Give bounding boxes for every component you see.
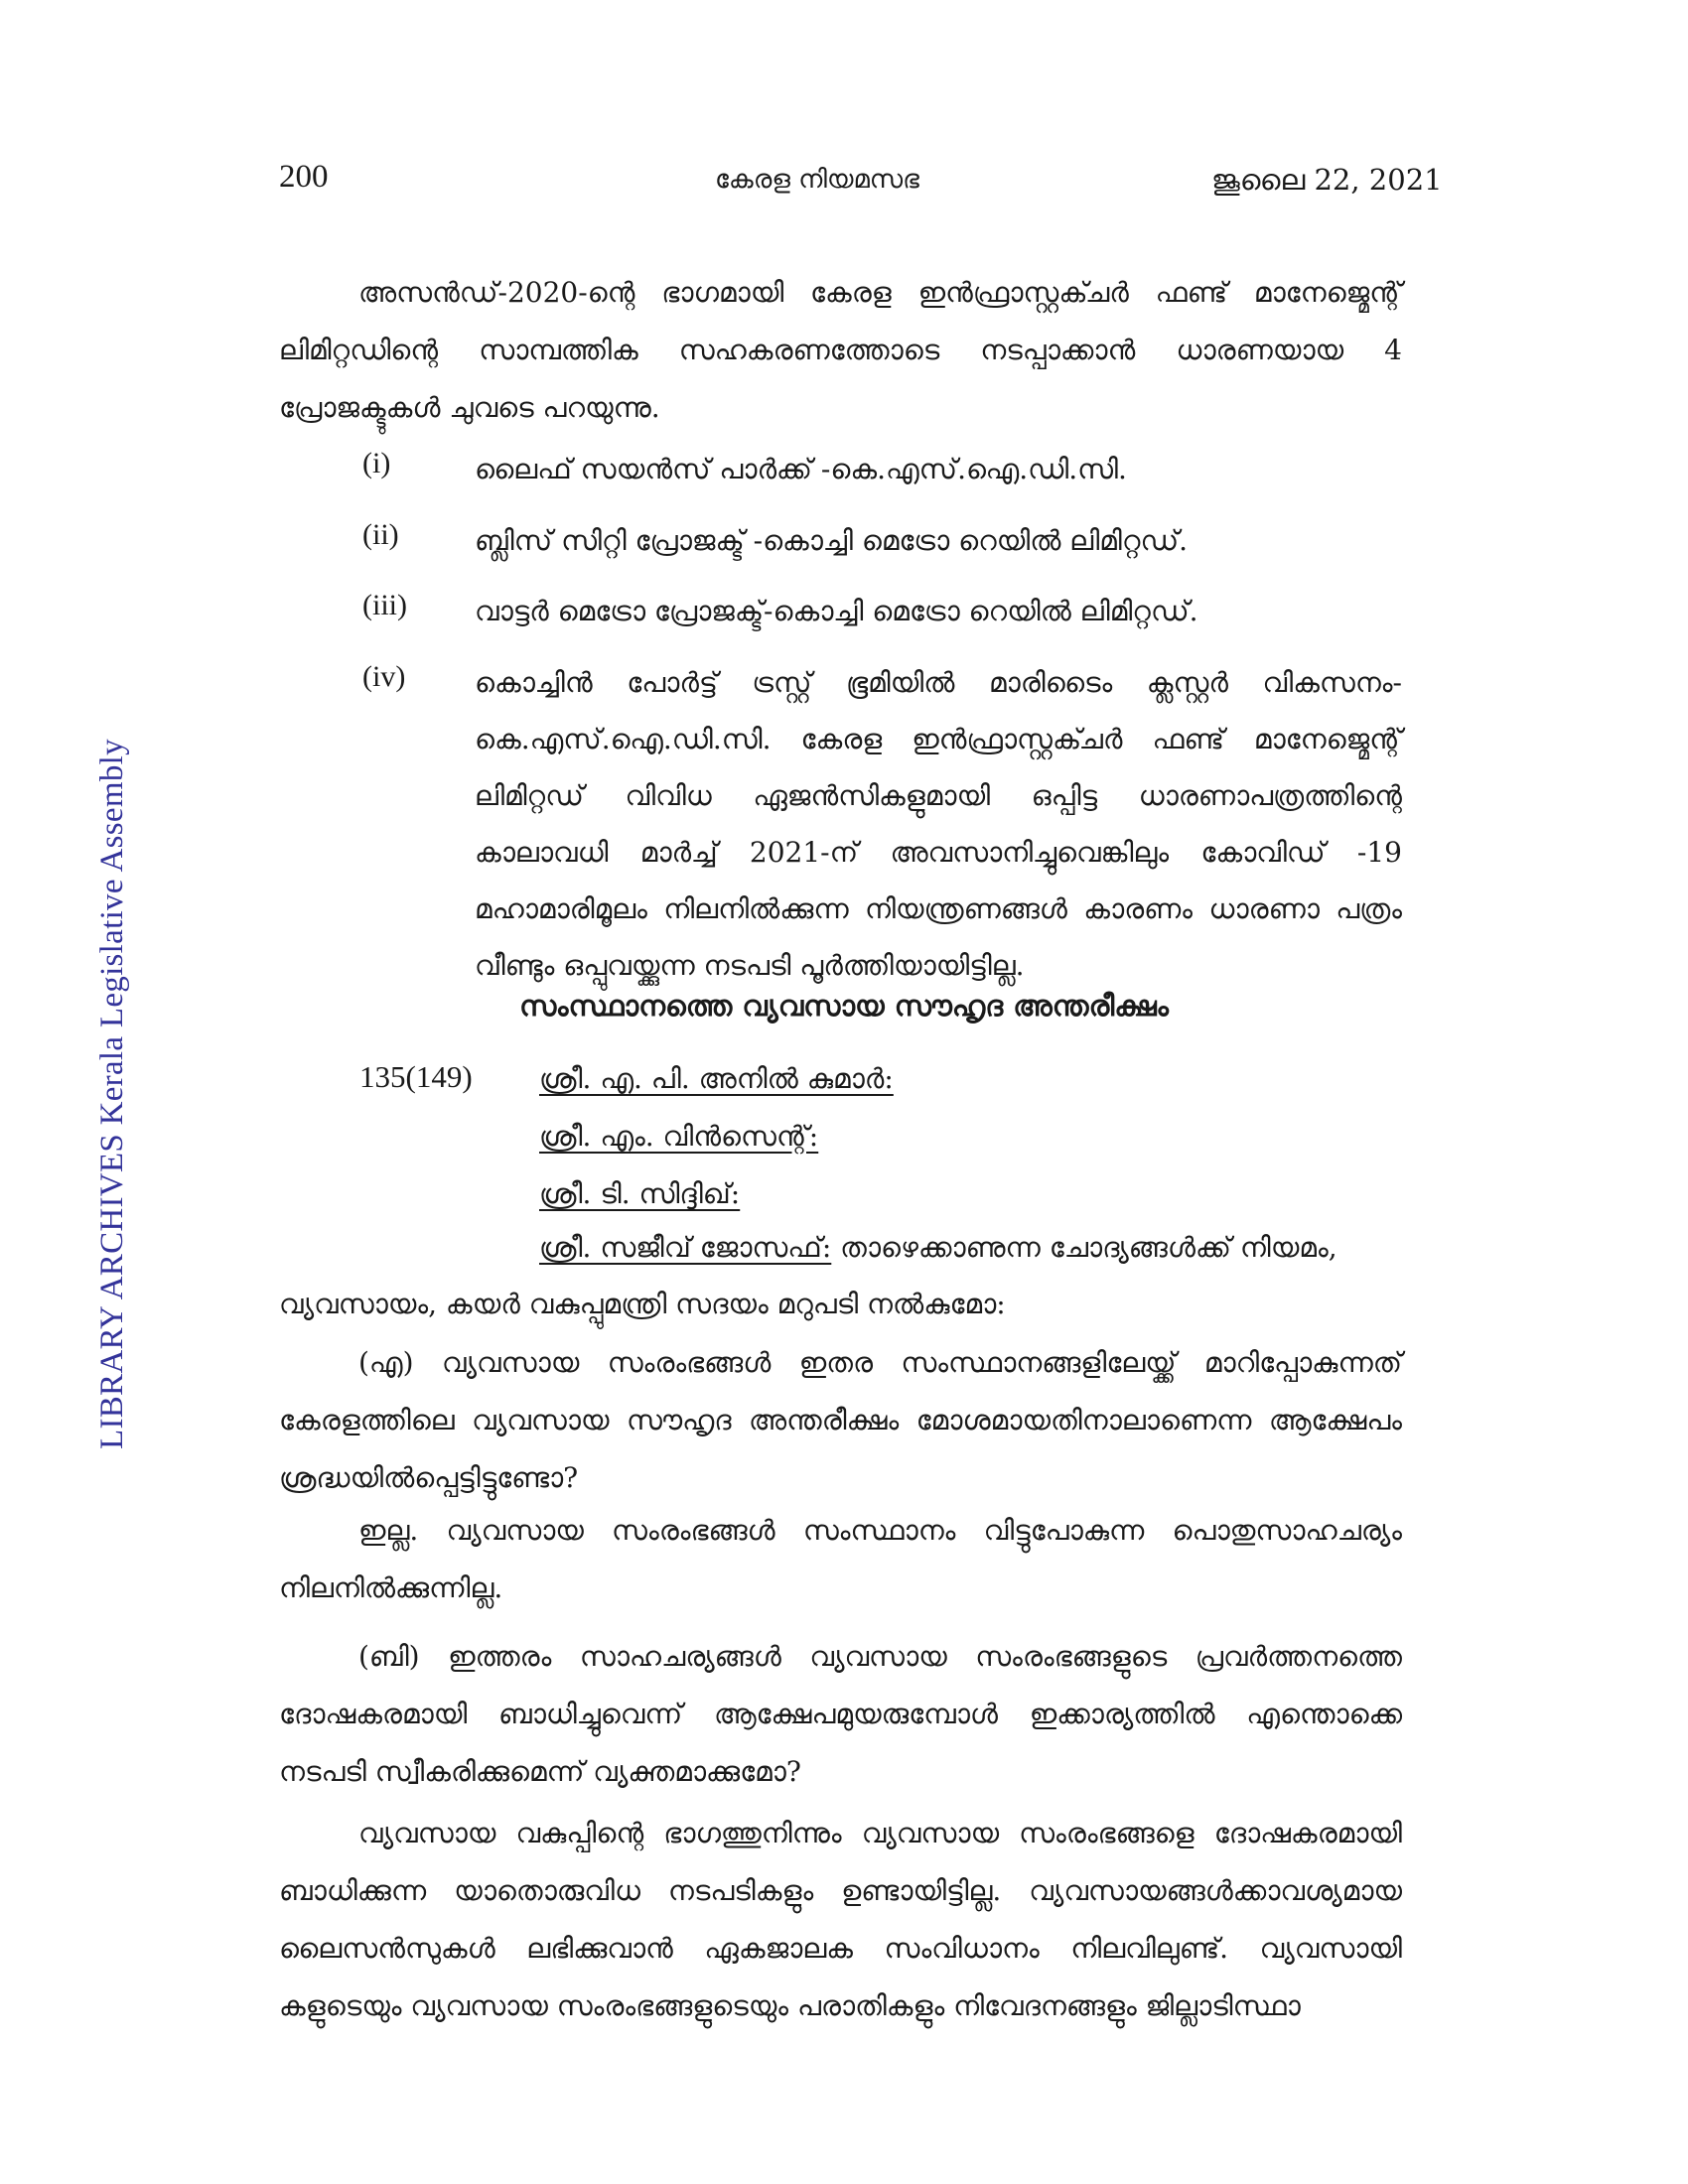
- project-item: വാട്ടർ മെട്രോ പ്രോജക്ട്-കൊച്ചി മെട്രോ റെയിൽ ലിമിറ്റഡ്.: [475, 595, 1198, 627]
- project-item: കൊച്ചിൻ പോർട്ട് ട്രസ്റ്റ് ഭൂമിയിൽ മാരിടൈം ക്ലസ്റ്റർ വികസനം- കെ.എസ്.ഐ.ഡി.സി. കേരള ഇൻഫ്രാസ്റ്റക്ചർ ഫണ്ട് മാനേജ്മെന്റ് ലിമിറ്റഡ് വിവിധ ഏജൻസികളുമായി ഒപ്പിട്ട ധാരണാപത്രത്തിന്റെ കാലാവധി മാർച്ച് 2021-ന് അവസാനിച്ചുവെങ്കിലും കോവിഡ് -19 മഹാമാരിമൂലം നിലനിൽക്കുന്ന നിയന്ത്രണങ്ങൾ കാരണം ധാരണാ പത്രം വീണ്ടും ഒപ്പുവയ്ക്കുന്ന നടപടി പൂർത്തിയായിട്ടില്ല.: [475, 666, 1402, 982]
- project-numeral: (ii): [362, 518, 399, 551]
- project-numeral: (iii): [362, 589, 407, 621]
- question-prompt: [539, 1219, 1337, 1277]
- section-title: സംസ്ഥാനത്തെ വ്യവസായ സൗഹൃദ അന്തരീക്ഷം: [519, 989, 1169, 1023]
- answer-a: ഇല്ല. വ്യവസായ സംരംഭങ്ങൾ സംസ്ഥാനം വിട്ടുപോകുന്ന പൊതുസാഹചര്യം നിലനിൽക്കുന്നില്ല.: [279, 1514, 1402, 1604]
- prompt-tail: താഴെക്കാണുന്ന ചോദ്യങ്ങൾക്ക് നിയമം,: [831, 1231, 1337, 1264]
- project-item: ബ്ലിസ് സിറ്റി പ്രോജക്ട് -കൊച്ചി മെട്രോ റെയിൽ ലിമിറ്റഡ്.: [475, 524, 1189, 557]
- question-a: (എ) വ്യവസായ സംരംഭങ്ങൾ ഇതര സംസ്ഥാനങ്ങളിലേയ്ക്ക് മാറിപ്പോകുന്നത് കേരളത്തിലെ വ്യവസായ സൗഹൃദ അന്തരീക്ഷം മോശമായതിനാലാണെന്ന ആക്ഷേപം ശ്രദ്ധയിൽപ്പെട്ടിട്ടുണ്ടോ?: [279, 1346, 1402, 1494]
- question-b: (ബി) ഇത്തരം സാഹചര്യങ്ങൾ വ്യവസായ സംരംഭങ്ങളുടെ പ്രവർത്തനത്തെ ദോഷകരമായി ബാധിച്ചുവെന്ന് ആക്ഷേപമുയരുമ്പോൾ ഇക്കാര്യത്തിൽ എന്തൊക്കെ നടപടി സ്വീകരിക്കുമെന്ന് വ്യക്തമാക്കുമോ?: [279, 1640, 1402, 1788]
- project-numeral: (iv): [362, 660, 406, 693]
- page-number: 200: [279, 159, 329, 195]
- project-numeral: (i): [362, 447, 391, 479]
- project-item: ലൈഫ് സയൻസ് പാർക്ക് -കെ.എസ്.ഐ.ഡി.സി.: [475, 453, 1127, 485]
- answer-b: വ്യവസായ വകുപ്പിന്റെ ഭാഗത്തുനിന്നും വ്യവസായ സംരംഭങ്ങളെ ദോഷകരമായി ബാധിക്കുന്ന യാതൊരുവിധ നടപടികളും ഉണ്ടായിട്ടില്ല. വ്യവസായങ്ങൾക്കാവശ്യമായ ലൈസൻസുകൾ ലഭിക്കുവാൻ ഏകജാലക സംവിധാനം നിലവിലുണ്ട്. വ്യവസായി കളുടെയും വ്യവസായ സംരംഭങ്ങളുടെയും പരാതികളും നിവേദനങ്ങളും ജില്ലാടിസ്ഥാ: [279, 1817, 1402, 2022]
- intro-paragraph: അസൻഡ്-2020-ന്റെ ഭാഗമായി കേരള ഇൻഫ്രാസ്റ്റക്ചർ ഫണ്ട് മാനേജ്മെന്റ് ലിമിറ്റഡിന്റെ സാമ്പത്തിക സഹകരണത്തോടെ നടപ്പാക്കാൻ ധാരണയായ 4 പ്രോജക്ടുകൾ ചുവടെ പറയുന്നു.: [279, 276, 1402, 424]
- member-name: ശ്രീ. സജീവ് ജോസഫ്:: [539, 1231, 832, 1264]
- question-number: 135(149): [359, 1059, 473, 1094]
- library-archives-watermark: LIBRARY ARCHIVES Kerala Legislative Assembly: [94, 739, 130, 1449]
- member-name: ശ്രീ. ടി. സിദ്ദിഖ്:: [539, 1177, 741, 1210]
- member-name: ശ്രീ. എ. പി. അനിൽ കുമാർ:: [539, 1062, 894, 1095]
- member-name: ശ്രീ. എം. വിൻസെന്റ്:: [539, 1120, 819, 1153]
- prompt-line-2: വ്യവസായം, കയർ വകുപ്പുമന്ത്രി സദയം മറുപടി നൽകുമോ:: [279, 1288, 1006, 1320]
- header-title: കേരള നിയമസഭ: [715, 165, 919, 195]
- header-date: ജൂലൈ 22, 2021: [1211, 163, 1443, 197]
